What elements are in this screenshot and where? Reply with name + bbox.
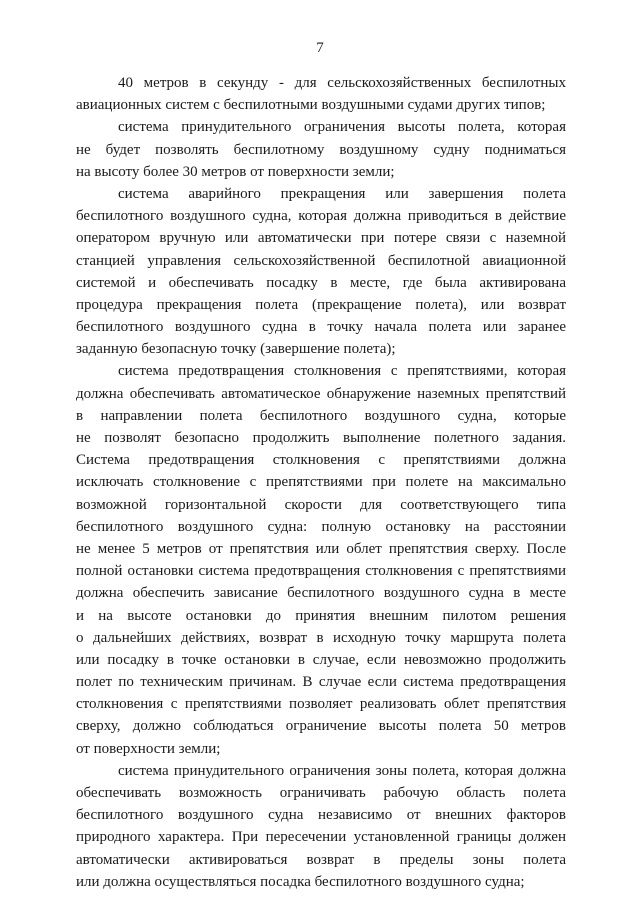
text-line: в направлении полета беспилотного воздушного судна, которые [76,407,566,424]
text-line: не будет позволять беспилотному воздушному судну подниматься [76,141,566,158]
text-line: 40 метров в секунду - для сельскохозяйственных беспилотных [118,75,566,91]
text-line: заданную безопасную точку (завершение полета); [76,341,396,358]
body-text [76,72,566,893]
text-line: исключать столкновение с препятствиями при полете на максимально [76,474,566,491]
text-line: и на высоте остановки до принятия внешним пилотом решения [76,607,566,624]
text-line: система принудительного ограничения высоты полета, которая [118,119,566,136]
text-line: о дальнейших действиях, возврат в исходную точку маршрута полета [76,629,566,646]
text-line: автоматически активироваться возврат в пределы зоны полета [76,851,566,868]
text-line: полной остановки система предотвращения столкновения с препятствиями [76,563,566,580]
text-line: природного характера. При пересечении установленной границы должен [76,829,566,846]
text-line: сверху, должно соблюдаться ограничение высоты полета 50 метров [76,718,566,735]
text-line: беспилотного воздушного судна, которая должна приводиться в действие [76,208,566,225]
text-line: или должна осуществляться посадка беспилотного воздушного судна; [76,873,525,890]
text-line: беспилотного воздушного судна независимо от внешних факторов [76,807,566,824]
text-line: система принудительного ограничения зоны полета, которая должна [118,762,566,779]
text-line: полет по техническим причинам. В случае если система предотвращения [76,674,566,691]
text-line: беспилотного воздушного судна: полную остановку на расстоянии [76,518,566,535]
text-line: на высоту более 30 метров от поверхности земли; [76,163,395,180]
page-number: 7 [316,40,324,56]
text-line: или посадку в точке остановки в случае, если невозможно продолжить [76,651,566,668]
text-line: должна обеспечить зависание беспилотного воздушного судна в месте [76,585,566,602]
text-line: от поверхности земли; [76,740,221,757]
text-line: не менее 5 метров от препятствия или облет препятствия сверху. После [76,540,566,557]
text-line: процедура прекращения полета (прекращение полета), или возврат [76,296,566,313]
text-line: столкновения с препятствиями позволяет реализовать облет препятствия [76,696,566,713]
text-line: оператором вручную или автоматически при потере связи с наземной [76,230,566,247]
text-line: авиационных систем с беспилотными воздушными судами других типов; [76,97,546,114]
text-line: обеспечивать возможность ограничивать рабочую область полета [76,785,566,801]
text-line: система предотвращения столкновения с препятствиями, которая [118,363,566,380]
text-line: Система предотвращения столкновения с препятствиями должна [76,452,566,469]
text-line: система аварийного прекращения или завершения полета [118,185,566,202]
text-line: должна обеспечивать автоматическое обнаружение наземных препятствий [76,385,566,402]
text-line: станцией управления сельскохозяйственной беспилотной авиационной [76,252,566,269]
text-line: беспилотного воздушного судна в точку начала полета или заранее [76,319,566,336]
text-line: возможной горизонтальной скорости для соответствующего типа [76,496,566,513]
text-line: не позволят безопасно продолжить выполнение полетного задания. [76,430,566,446]
text-line: системой и обеспечивать посадку в месте, где была активирована [76,274,566,291]
